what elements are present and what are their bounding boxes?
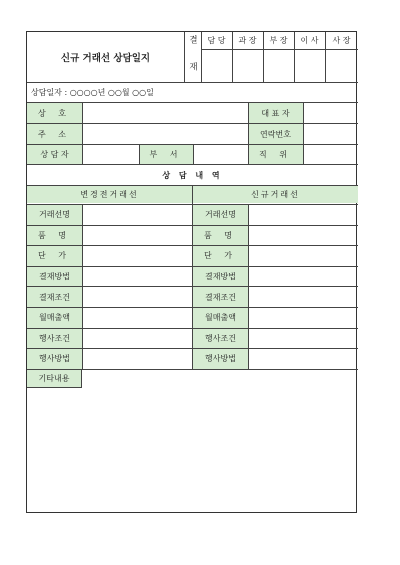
before-row-field[interactable] xyxy=(83,267,192,287)
approval-role-director: 이 사 xyxy=(300,36,319,45)
before-row-field[interactable] xyxy=(83,205,192,225)
before-row-field[interactable] xyxy=(83,226,192,246)
approval-sign-manager[interactable] xyxy=(201,50,232,82)
approval-sign-section-chief[interactable] xyxy=(232,50,263,82)
approval-sign-director[interactable] xyxy=(294,50,325,82)
address-label: 주 소 xyxy=(38,129,71,139)
new-row-label: 월매출액 xyxy=(193,308,248,328)
position-field[interactable] xyxy=(304,145,358,164)
other-notes-label: 기타내용 xyxy=(27,370,82,388)
address-field[interactable] xyxy=(83,124,248,144)
new-row-label: 행사조건 xyxy=(193,329,248,349)
before-row-label: 결재방법 xyxy=(27,267,82,287)
new-row-label: 행사방법 xyxy=(193,349,248,369)
before-row-field[interactable] xyxy=(83,308,192,328)
before-row-label: 월매출액 xyxy=(27,308,82,328)
new-row-field[interactable] xyxy=(249,308,358,328)
department-label: 부 서 xyxy=(149,150,183,159)
column-new-header: 신규거래선 xyxy=(193,186,358,203)
new-row-field[interactable] xyxy=(249,349,358,369)
new-row-label: 거래선명 xyxy=(193,205,248,225)
before-row-label: 행사조건 xyxy=(27,329,82,349)
column-before-header: 변경전거래선 xyxy=(27,186,192,203)
approval-label: 결 재 xyxy=(187,35,198,79)
company-label: 상 호 xyxy=(38,108,71,118)
position-label: 직 위 xyxy=(259,150,292,159)
before-row-label: 단 가 xyxy=(27,246,82,266)
new-row-label: 단 가 xyxy=(193,246,248,266)
approval-sign-president[interactable] xyxy=(325,50,358,82)
consult-date[interactable]: 상담일자 : ○○○○년 ○○월 ○○일 xyxy=(31,87,154,97)
new-row-label: 결재방법 xyxy=(193,267,248,287)
contact-label: 연락번호 xyxy=(260,129,291,139)
other-notes-field[interactable] xyxy=(83,370,358,512)
before-row-label: 결재조건 xyxy=(27,287,82,307)
before-row-field[interactable] xyxy=(83,329,192,349)
new-row-label: 품 명 xyxy=(193,226,248,246)
before-row-field[interactable] xyxy=(83,349,192,369)
contact-field[interactable] xyxy=(304,124,358,144)
consultant-label: 상 담 자 xyxy=(40,150,69,159)
department-field[interactable] xyxy=(194,145,248,164)
new-row-field[interactable] xyxy=(249,287,358,307)
approval-role-manager: 담 당 xyxy=(207,36,226,45)
section-title: 상 담 내 역 xyxy=(162,170,223,180)
new-row-field[interactable] xyxy=(249,246,358,266)
representative-field[interactable] xyxy=(304,103,358,123)
company-field[interactable] xyxy=(83,103,248,123)
approval-role-section-chief: 과 장 xyxy=(238,36,257,45)
approval-role-dept-head: 부 장 xyxy=(269,36,288,45)
before-row-label: 품 명 xyxy=(27,226,82,246)
representative-label: 대 표 자 xyxy=(261,108,290,118)
new-row-label: 결재조건 xyxy=(193,287,248,307)
before-row-field[interactable] xyxy=(83,287,192,307)
before-row-label: 거래선명 xyxy=(27,205,82,225)
new-row-field[interactable] xyxy=(249,267,358,287)
before-row-field[interactable] xyxy=(83,246,192,266)
new-row-field[interactable] xyxy=(249,205,358,225)
form-title: 신규 거래선 상담일지 xyxy=(60,53,151,64)
approval-sign-dept-head[interactable] xyxy=(263,50,294,82)
approval-role-president: 사 장 xyxy=(332,36,351,45)
consultant-field[interactable] xyxy=(83,145,139,164)
consultation-form xyxy=(26,31,357,513)
new-row-field[interactable] xyxy=(249,226,358,246)
new-row-field[interactable] xyxy=(249,329,358,349)
before-row-label: 행사방법 xyxy=(27,349,82,369)
